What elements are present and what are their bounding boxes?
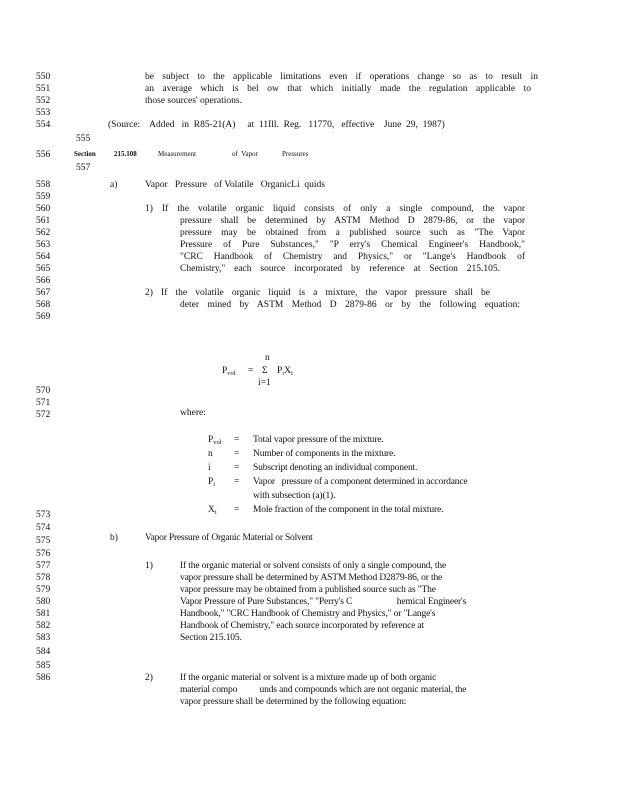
where-symbol: i [208, 463, 211, 473]
line-number: 577 [36, 561, 51, 571]
where-description: Vapor pressure of a component determined in accordance [253, 477, 468, 487]
item-a1-line-2: pressure shall be determined by ASTM Method D 2879-86, or the vapor [180, 216, 525, 226]
item-b1-line-5: Handbook," "CRC Handbook of Chemistry and Physics," or "Lange's [180, 609, 436, 619]
line-number: 572 [36, 410, 51, 420]
where-description: Number of components in the mixture. [253, 449, 396, 459]
where-description: with subsection (a)(1). [253, 491, 336, 501]
line-number: 570 [36, 386, 51, 396]
item-a1-line-6: Chemistry," each source incorporated by reference at Section 215.105. [180, 264, 500, 274]
subsection-b-label: b) [110, 533, 118, 543]
line-number: 580 [36, 597, 51, 607]
line-number: 581 [36, 609, 51, 619]
item-a2-line-1: 2) If the volatile organic liquid is a mixture, the vapor pressure shall be [145, 288, 490, 298]
item-b1-line-7: Section 215.105. [180, 633, 242, 643]
line-number: 554 [36, 120, 51, 130]
equation-upper-limit: n [265, 353, 270, 363]
line-number: 566 [36, 276, 51, 286]
item-a1-line-4: Pressure of Pure Substances," "P erry's Chemical Engineer's Handbook," [180, 240, 525, 250]
line-number: 578 [36, 573, 51, 583]
equation-lower-limit: i=1 [258, 378, 271, 388]
where-label: where: [180, 408, 206, 418]
line-number: 576 [36, 549, 51, 559]
line-number: 552 [36, 96, 51, 106]
item-a1-line-5: "CRC Handbook of Chemistry and Physics," or "Lange's Handbook of [180, 252, 525, 262]
line-number: 574 [36, 523, 51, 533]
section-number: 215.108 [114, 150, 137, 158]
line-number: 555 [76, 134, 91, 144]
line-number: 575 [36, 536, 51, 546]
where-equals: = [234, 449, 240, 459]
item-a1-line-1: 1) If the volatile organic liquid consists of only a single compound, the vapor [145, 204, 525, 214]
line-number: 579 [36, 585, 51, 595]
line-number: 562 [36, 228, 51, 238]
equation-equals: = [248, 366, 254, 376]
where-description: Mole fraction of the component in the total mixture. [253, 505, 444, 515]
line-number: 553 [36, 108, 51, 118]
line-number: 557 [76, 163, 91, 173]
line-number: 583 [36, 633, 51, 643]
item-b2-line-2: material compo unds and compounds which are not organic material, the [180, 685, 467, 695]
item-b2-line-3: vapor pressure shall be determined by the following equation: [180, 697, 407, 707]
item-a1-line-3: pressure may be obtained from a published source such as "The Vapor [180, 228, 525, 238]
where-equals: = [234, 463, 240, 473]
where-equals: = [234, 435, 240, 445]
line-number: 560 [36, 204, 51, 214]
para-550-line-1: be subject to the applicable limitations even if operations change so as to result in [145, 72, 538, 82]
where-equals: = [234, 477, 240, 487]
line-number: 561 [36, 216, 51, 226]
item-b1-line-3: vapor pressure may be obtained from a published source such as "The [180, 585, 436, 595]
para-550-line-3: those sources' operations. [145, 96, 242, 106]
line-number: 563 [36, 240, 51, 250]
item-b1-line-1: If the organic material or solvent consists of only a single compound, the [180, 561, 447, 571]
section-title-part-2: of Vapor [232, 150, 258, 158]
where-description: Total vapor pressure of the mixture. [253, 435, 384, 445]
where-symbol: n [208, 449, 213, 459]
item-b2-line-1: If the organic material or solvent is a mixture made up of both organic [180, 673, 437, 683]
line-number: 568 [36, 300, 51, 310]
section-label: Section [74, 150, 96, 158]
equation-sigma: Σ [262, 366, 268, 376]
item-b1-line-6: Handbook of Chemistry," each source incorporated by reference at [180, 621, 424, 631]
line-number: 558 [36, 180, 51, 190]
item-b1-line-4: Vapor Pressure of Pure Substances," "Perry's C hemical Engineer's [180, 597, 467, 607]
where-description: Subscript denoting an individual component. [253, 463, 418, 473]
subsection-b-heading: Vapor Pressure of Organic Material or Solvent [145, 533, 313, 543]
line-number: 584 [36, 647, 51, 657]
line-number: 585 [36, 661, 51, 671]
subsection-a-heading: Vapor Pressure of Volatile OrganicLi quids [145, 180, 325, 190]
subsection-a-label: a) [110, 180, 118, 190]
item-b1-label: 1) [145, 561, 153, 571]
equation-term: $P_iX_i$ [277, 366, 293, 377]
line-number: 573 [36, 510, 51, 520]
line-number: 559 [36, 192, 51, 202]
section-title-part-1: Measurement [158, 150, 197, 158]
line-number: 571 [36, 398, 51, 408]
item-a2-line-2: deter mined by ASTM Method D 2879-86 or by the following equation: [180, 300, 520, 310]
para-550-line-2: an average which is bel ow that which initially made the regulation applicable to [145, 84, 531, 94]
where-symbol: $P_i$ [208, 477, 216, 488]
line-number: 582 [36, 621, 51, 631]
item-b2-label: 2) [145, 673, 153, 683]
line-number: 556 [36, 150, 51, 160]
line-number: 567 [36, 288, 51, 298]
line-number: 564 [36, 252, 51, 262]
source-note: (Source: Added in R85-21(A) at 11Ill. Reg. 11770, effective June 29, 1987) [108, 120, 445, 130]
line-number: 565 [36, 264, 51, 274]
item-b1-line-2: vapor pressure shall be determined by ASTM Method D2879-86, or the [180, 573, 443, 583]
equation-lhs: $P_{vol}$ [222, 366, 236, 377]
section-title-part-3: Pressures [282, 150, 309, 158]
line-number: 586 [36, 673, 51, 683]
line-number: 550 [36, 72, 51, 82]
line-number: 569 [36, 312, 51, 322]
where-symbol: $P_{vol}$ [208, 435, 222, 446]
where-equals: = [234, 505, 240, 515]
where-symbol: $X_i$ [208, 505, 217, 516]
line-number: 551 [36, 84, 51, 94]
